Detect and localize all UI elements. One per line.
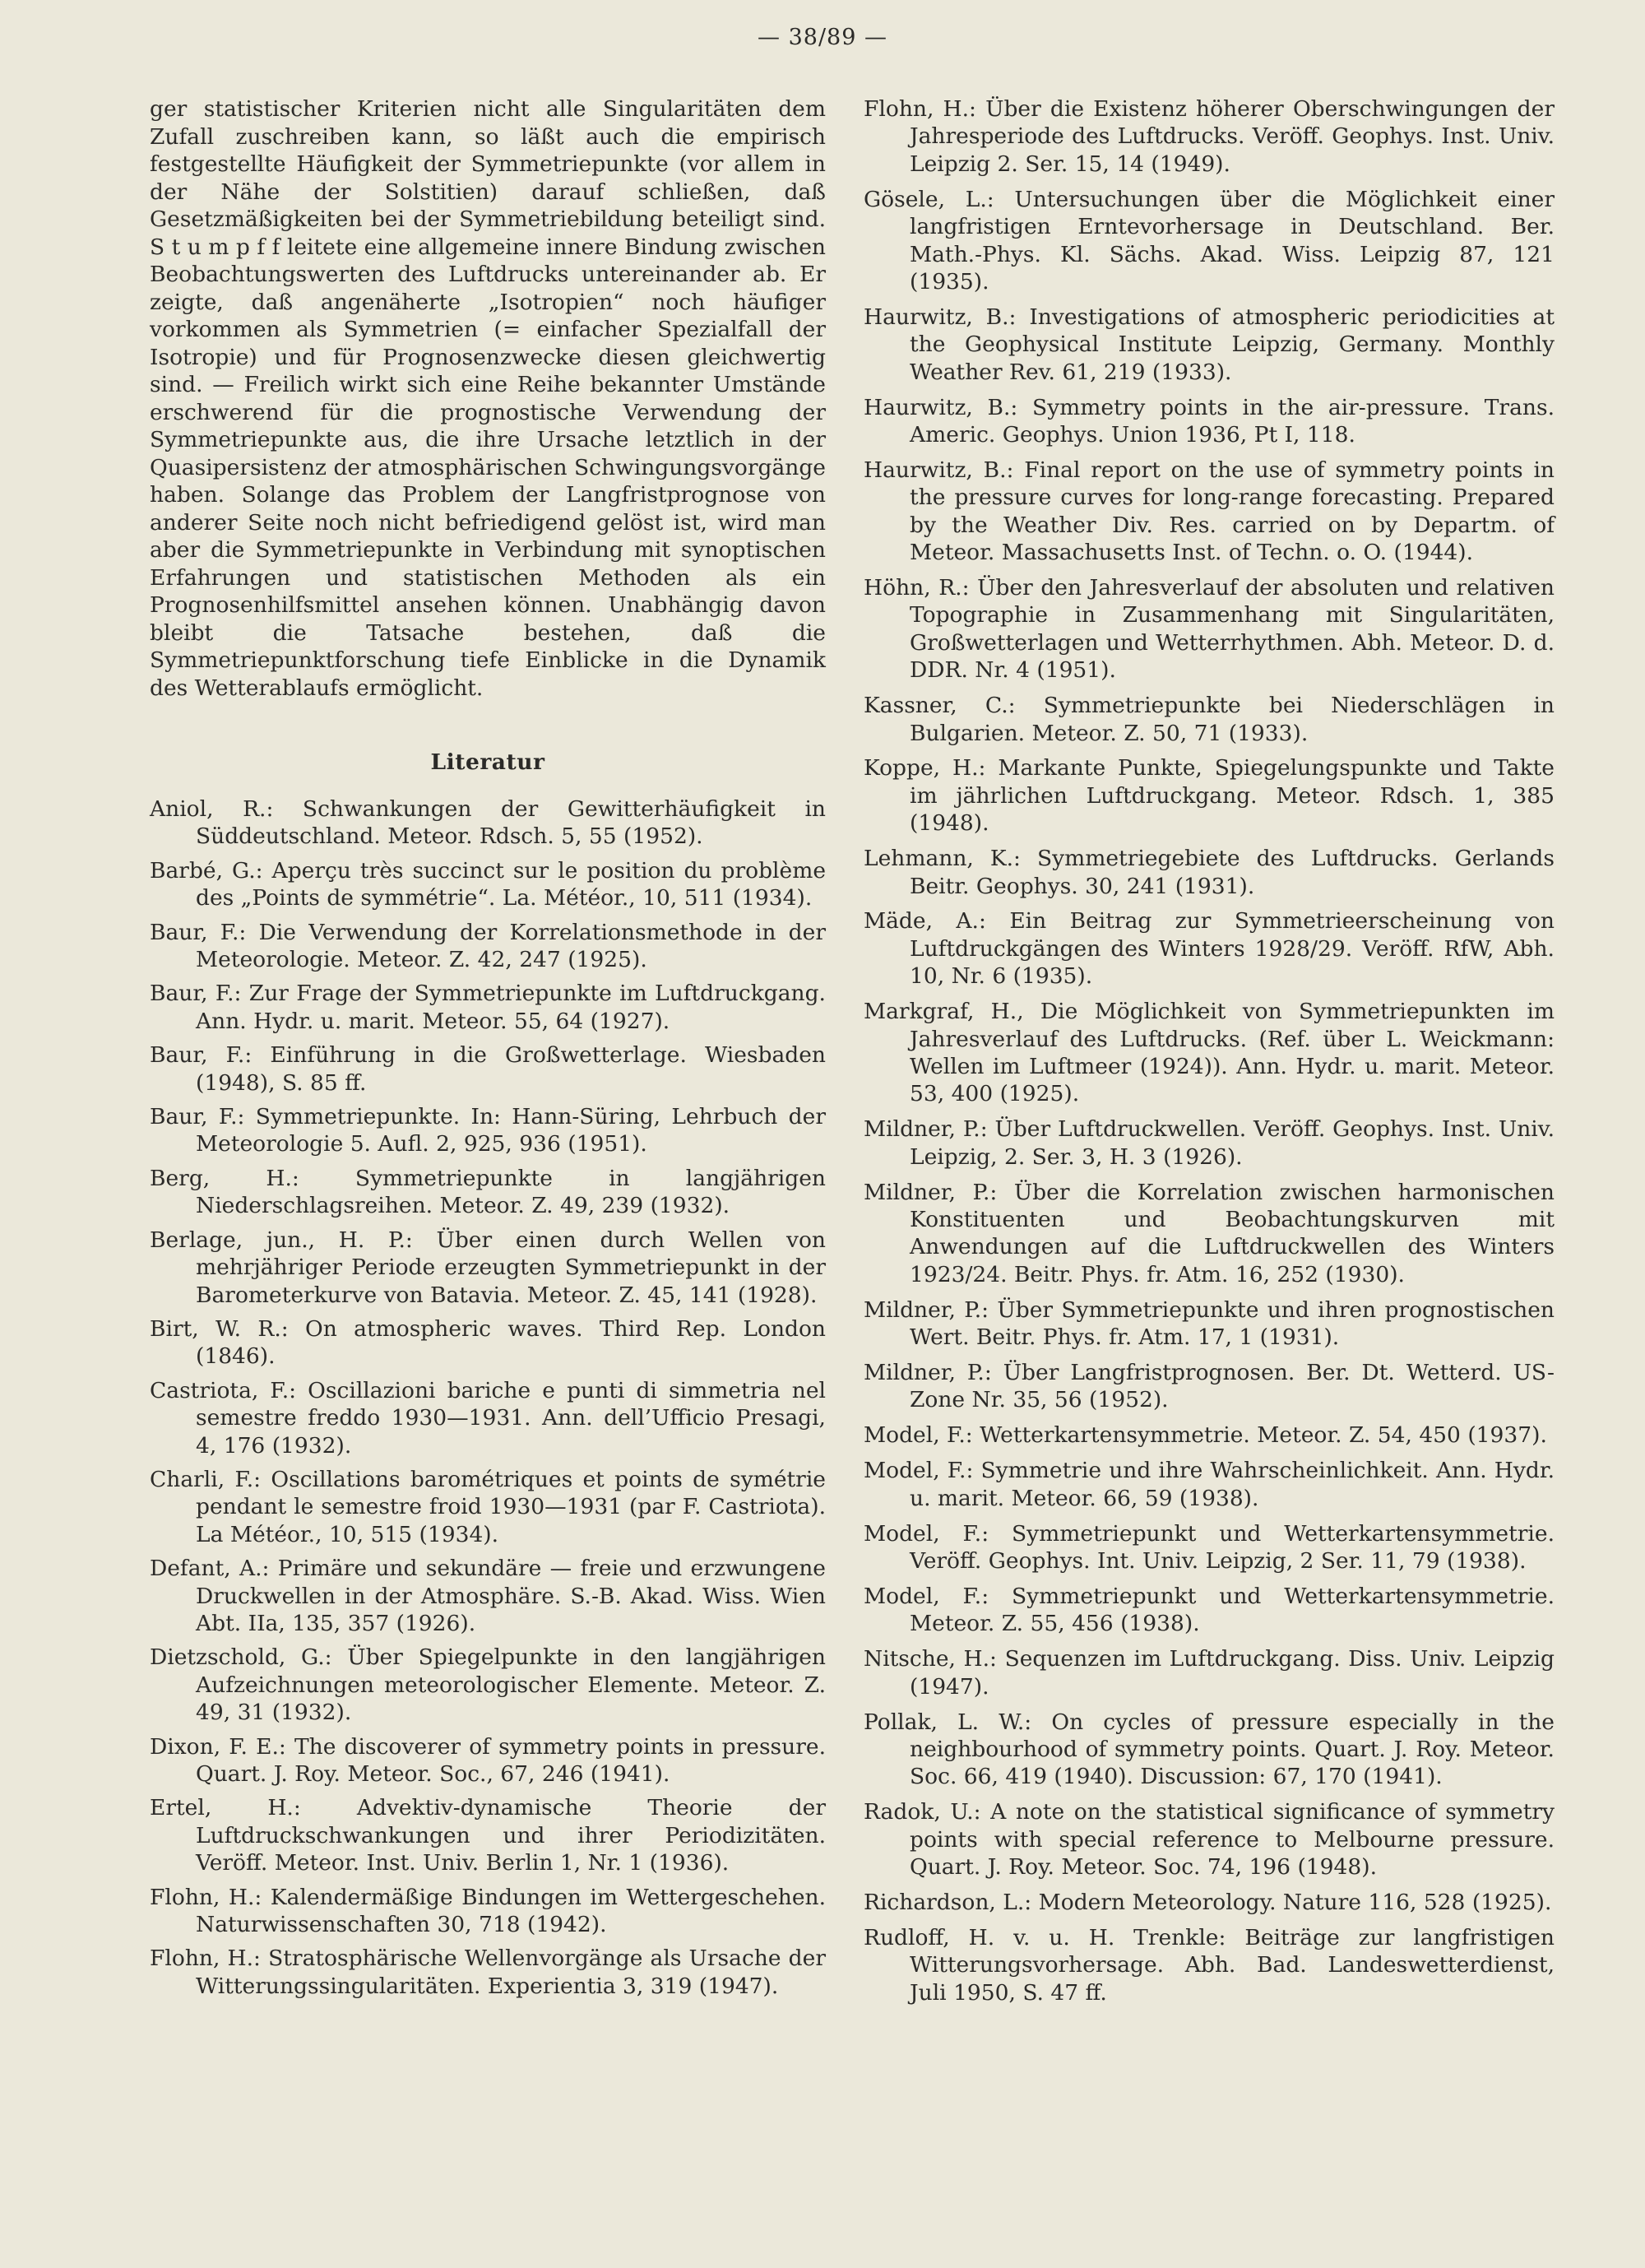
reference-item: Dixon, F. E.: The discoverer of symmetry points in pressure. Quart. J. Roy. Meteor. Soc., 67, 246 (1941).: [150, 1733, 826, 1787]
reference-item: Model, F.: Symmetriepunkt und Wetterkartensymmetrie. Veröff. Geophys. Int. Univ. Leipzig, 2 Ser. 11, 79 (1938).: [864, 1520, 1555, 1574]
reference-item: Baur, F.: Symmetriepunkte. In: Hann-Süring, Lehrbuch der Meteorologie 5. Aufl. 2, 925, 936 (1951).: [150, 1104, 826, 1157]
right-column: [864, 95, 1555, 2015]
reference-list-right: [864, 95, 1555, 2006]
reference-item: Kassner, C.: Symmetriepunkte bei Niederschlägen in Bulgarien. Meteor. Z. 50, 71 (1933).: [864, 693, 1555, 746]
reference-list-left: [150, 795, 826, 2000]
reference-item: Model, F.: Symmetrie und ihre Wahrscheinlichkeit. Ann. Hydr. u. marit. Meteor. 66, 59 (1938).: [864, 1458, 1555, 1511]
reference-item: Charli, F.: Oscillations barométriques et points de symétrie pendant le semestre froid 1930—1931 (par F. Castriota). La Météor., 10, 515 (1934).: [150, 1466, 826, 1547]
reference-item: Höhn, R.: Über den Jahresverlauf der absoluten und relativen Topographie in Zusammenhang mit Singularitäten, Großwetterlagen und Wetterrhythmen. Abh. Meteor. D. d. DDR. Nr. 4 (1951).: [864, 575, 1555, 684]
reference-item: Mildner, P.: Über die Korrelation zwischen harmonischen Konstituenten und Beobachtungskurven mit Anwendungen auf die Luftdruckwellen des Winters 1923/24. Beitr. Phys. fr. Atm. 16, 252 (1930).: [864, 1179, 1555, 1287]
reference-item: Mildner, P.: Über Symmetriepunkte und ihren prognostischen Wert. Beitr. Phys. fr. Atm. 17, 1 (1931).: [864, 1296, 1555, 1351]
left-column: [150, 95, 826, 2006]
reference-item: Baur, F.: Einführung in die Großwetterlage. Wiesbaden (1948), S. 85 ff.: [150, 1042, 826, 1096]
reference-item: Ertel, H.: Advektiv-dynamische Theorie der Luftdruckschwankungen und ihrer Periodizitäten. Veröff. Meteor. Inst. Univ. Berlin 1, Nr. 1 (1936).: [150, 1795, 826, 1876]
reference-item: Flohn, H.: Kalendermäßige Bindungen im Wettergeschehen. Naturwissenschaften 30, 718 (1942).: [150, 1884, 826, 1938]
reference-item: Berg, H.: Symmetriepunkte in langjährigen Niederschlagsreihen. Meteor. Z. 49, 239 (1932).: [150, 1165, 826, 1219]
reference-item: Haurwitz, B.: Symmetry points in the air-pressure. Trans. Americ. Geophys. Union 1936, Pt I, 118.: [864, 394, 1555, 448]
reference-item: Birt, W. R.: On atmospheric waves. Third Rep. London (1846).: [150, 1315, 826, 1370]
reference-item: Barbé, G.: Aperçu très succinct sur le position du problème des „Points de symmétrie“. La. Météor., 10, 511 (1934).: [150, 857, 826, 911]
reference-item: Koppe, H.: Markante Punkte, Spiegelungspunkte und Takte im jährlichen Luftdruckgang. Meteor. Rdsch. 1, 385 (1948).: [864, 755, 1555, 837]
body-paragraph: ger statistischer Kriterien nicht alle Singularitäten dem Zufall zuschreiben kann, so läßt auch die empirisch festgestellte Häufigkeit der Symmetriepunkte (vor allem in der Nähe der Solstitien) darauf schließen, daß Gesetzmäßigkeiten bei der Symmetriebildung beteiligt sind. S t u m p f f leitete eine allgemeine innere Bindung zwischen Beobachtungswerten des Luftdrucks untereinander ab. Er zeigte, daß angenäherte „Isotropien“ noch häufiger vorkommen als Symmetrien (= einfacher Spezialfall der Isotropie) und für Prognosenzwecke diesen gleichwertig sind. — Freilich wirkt sich eine Reihe bekannter Umstände erschwerend für die prognostische Verwendung der Symmetriepunkte aus, die ihre Ursache letztlich in der Quasipersistenz der atmosphärischen Schwingungsvorgänge haben. Solange das Problem der Langfristprognose von anderer Seite noch nicht befriedigend gelöst ist, wird man aber die Symmetriepunkte in Verbindung mit synoptischen Erfahrungen und statistischen Methoden als ein Prognosenhilfsmittel ansehen können. Unabhängig davon bleibt die Tatsache bestehen, daß die Symmetriepunktforschung tiefe Einblicke in die Dynamik des Wetterablaufs ermöglicht.: [150, 96, 826, 701]
literature-heading: Literatur: [430, 749, 545, 775]
reference-item: Model, F.: Wetterkartensymmetrie. Meteor. Z. 54, 450 (1937).: [864, 1422, 1547, 1449]
reference-item: Defant, A.: Primäre und sekundäre — freie und erzwungene Druckwellen in der Atmosphäre. S.-B. Akad. Wiss. Wien Abt. IIa, 135, 357 (1926).: [150, 1556, 826, 1636]
reference-item: Pollak, L. W.: On cycles of pressure especially in the neighbourhood of symmetry points. Quart. J. Roy. Meteor. Soc. 66, 419 (1940). Discussion: 67, 170 (1941).: [864, 1709, 1555, 1790]
reference-item: Berlage, jun., H. P.: Über einen durch Wellen von mehrjähriger Periode erzeugten Symmetriepunkt in der Barometerkurve von Batavia. Meteor. Z. 45, 141 (1928).: [150, 1227, 826, 1308]
reference-item: Dietzschold, G.: Über Spiegelpunkte in den langjährigen Aufzeichnungen meteorologischer Elemente. Meteor. Z. 49, 31 (1932).: [150, 1644, 826, 1726]
reference-item: Nitsche, H.: Sequenzen im Luftdruckgang. Diss. Univ. Leipzig (1947).: [864, 1646, 1555, 1700]
reference-item: Mildner, P.: Über Langfristprognosen. Ber. Dt. Wetterd. US-Zone Nr. 35, 56 (1952).: [864, 1360, 1555, 1413]
reference-item: Markgraf, H., Die Möglichkeit von Symmetriepunkten im Jahresverlauf des Luftdrucks. (Ref. über L. Weickmann: Wellen im Luftmeer (1924)). Ann. Hydr. u. marit. Meteor. 53, 400 (1925).: [864, 999, 1555, 1107]
reference-item: Model, F.: Symmetriepunkt und Wetterkartensymmetrie. Meteor. Z. 55, 456 (1938).: [864, 1583, 1555, 1637]
page-number: — 38/89 —: [758, 25, 887, 50]
reference-item: Richardson, L.: Modern Meteorology. Nature 116, 528 (1925).: [864, 1889, 1552, 1915]
reference-item: Baur, F.: Zur Frage der Symmetriepunkte im Luftdruckgang. Ann. Hydr. u. marit. Meteor. 55, 64 (1927).: [150, 981, 826, 1034]
reference-item: Aniol, R.: Schwankungen der Gewitterhäufigkeit in Süddeutschland. Meteor. Rdsch. 5, 55 (1952).: [150, 796, 826, 850]
reference-item: Mildner, P.: Über Luftdruckwellen. Veröff. Geophys. Inst. Univ. Leipzig, 2. Ser. 3, H. 3 (1926).: [864, 1116, 1555, 1170]
reference-item: Castriota, F.: Oscillazioni bariche e punti di simmetria nel semestre freddo 1930—1931. Ann. dell’Ufficio Presagi, 4, 176 (1932).: [150, 1377, 826, 1459]
reference-item: Gösele, L.: Untersuchungen über die Möglichkeit einer langfristigen Erntevorhersage in Deutschland. Ber. Math.-Phys. Kl. Sächs. Akad. Wiss. Leipzig 87, 121 (1935).: [864, 186, 1555, 295]
reference-item: Mäde, A.: Ein Beitrag zur Symmetrieerscheinung von Luftdruckgängen des Winters 1928/29. Veröff. RfW, Abh. 10, Nr. 6 (1935).: [864, 908, 1555, 990]
reference-item: Haurwitz, B.: Final report on the use of symmetry points in the pressure curves for long-range forecasting. Prepared by the Weather Div. Res. carried on by Departm. of Meteor. Massachusetts Inst. of Techn. o. O. (1944).: [864, 457, 1555, 566]
reference-item: Rudloff, H. v. u. H. Trenkle: Beiträge zur langfristigen Witterungsvorhersage. Abh. Bad. Landeswetterdienst, Juli 1950, S. 47 ff.: [864, 1924, 1555, 2006]
reference-item: Lehmann, K.: Symmetriegebiete des Luftdrucks. Gerlands Beitr. Geophys. 30, 241 (1931).: [864, 846, 1555, 899]
reference-item: Baur, F.: Die Verwendung der Korrelationsmethode in der Meteorologie. Meteor. Z. 42, 247 (1925).: [150, 919, 826, 973]
reference-item: Haurwitz, B.: Investigations of atmospheric periodicities at the Geophysical Institute Leipzig, Germany. Monthly Weather Rev. 61, 219 (1933).: [864, 304, 1555, 385]
reference-item: Radok, U.: A note on the statistical significance of symmetry points with special reference to Melbourne pressure. Quart. J. Roy. Meteor. Soc. 74, 196 (1948).: [864, 1799, 1555, 1881]
reference-item: Flohn, H.: Stratosphärische Wellenvorgänge als Ursache der Witterungssingularitäten. Experientia 3, 319 (1947).: [150, 1946, 826, 1999]
reference-item: Flohn, H.: Über die Existenz höherer Oberschwingungen der Jahresperiode des Luftdrucks. Veröff. Geophys. Inst. Univ. Leipzig 2. Ser. 15, 14 (1949).: [864, 96, 1555, 177]
